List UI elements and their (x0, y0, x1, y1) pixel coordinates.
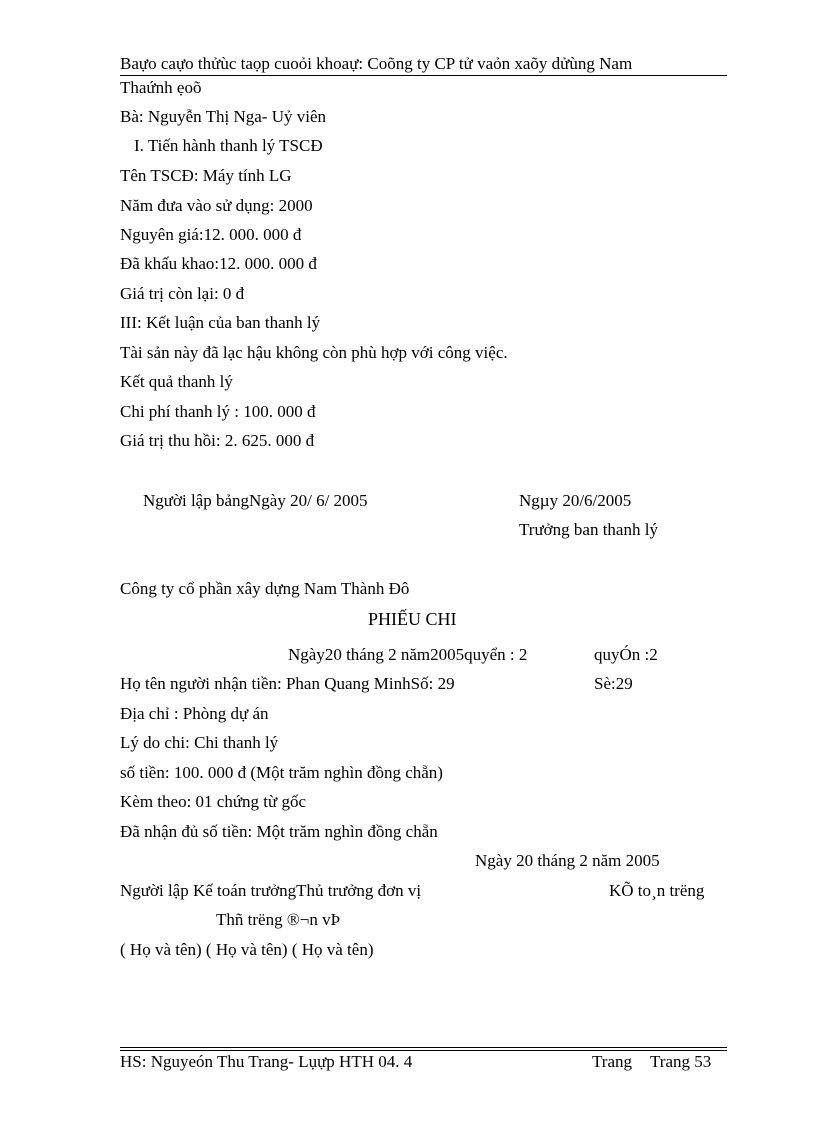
recovery-value: Giá trị thu hồi: 2. 625. 000 đ (120, 431, 315, 450)
attached-line: Kèm theo: 01 chứng từ gốc (120, 792, 307, 811)
section-heading-1: I. Tiến hành thanh lý TSCĐ (134, 136, 323, 155)
signature-role-second: Thñ trëng ®¬n vÞ (216, 910, 341, 929)
voucher-date-line: Ngày20 tháng 2 năm2005quyển : 2 (288, 645, 528, 664)
amount-line: số tiền: 100. 000 đ (Một trăm nghìn đồng chẵn) (120, 763, 443, 782)
member-line: Bà: Nguyễn Thị Nga- Uỷ viên (120, 107, 327, 126)
received-line: Đã nhận đủ số tiền: Một trăm nghìn đồng chẵn (120, 822, 438, 841)
voucher-date-bottom: Ngày 20 tháng 2 năm 2005 (475, 851, 660, 870)
voucher-book-right: quyÓn :2 (594, 645, 658, 664)
reason-line: Lý do chi: Chi thanh lý (120, 733, 279, 752)
header-rule (120, 75, 727, 76)
footer-rule-bottom (120, 1050, 727, 1051)
footer-rule-top (120, 1047, 727, 1048)
signature-roles: Người lập Kế toán trưởngThủ trưởng đơn vị (120, 881, 422, 900)
original-cost: Nguyên giá:12. 000. 000 đ (120, 225, 302, 244)
signature-names: ( Họ và tên) ( Họ và tên) ( Họ và tên) (120, 940, 374, 959)
year-in-use: Năm đưa vào sử dụng: 2000 (120, 196, 313, 215)
liquidation-cost: Chi phí thanh lý : 100. 000 đ (120, 402, 316, 421)
prepared-by-date: Người lập bảngNgày 20/ 6/ 2005 (143, 491, 368, 510)
voucher-number-right: Sè:29 (594, 674, 633, 693)
company-name: Công ty cổ phần xây dựng Nam Thành Đô (120, 579, 410, 598)
depreciated-amount: Đã khấu khao:12. 000. 000 đ (120, 254, 317, 273)
asset-name: Tên TSCĐ: Máy tính LG (120, 166, 292, 185)
footer-student: HS: Nguyeón Thu Trang- Lụựp HTH 04. 4 (120, 1052, 413, 1071)
footer-page-number: Trang 53 (650, 1052, 712, 1071)
header-title: Baựo caựo thửùc taọp cuoỏi khoaự: Coõng ty CP tử vaỏn xaõy dửùng Nam (120, 54, 633, 73)
header-subtitle: Thaứnh ẹoõ (120, 78, 202, 97)
signature-date-right: Ngµy 20/6/2005 (519, 491, 632, 510)
result-heading: Kết quả thanh lý (120, 372, 233, 391)
voucher-title: PHIẾU CHI (368, 609, 457, 629)
receiver-line: Họ tên người nhận tiền: Phan Quang MinhSố: 29 (120, 674, 455, 693)
address-line: Địa chỉ : Phòng dự án (120, 704, 269, 723)
signature-role-right: KÕ to¸n trëng (609, 881, 705, 900)
remaining-value: Giá trị còn lại: 0 đ (120, 284, 245, 303)
section-heading-3: III: Kết luận của ban thanh lý (120, 313, 321, 332)
head-of-board-label: Trưởng ban thanh lý (519, 520, 658, 539)
conclusion-text: Tài sản này đã lạc hậu không còn phù hợp với công việc. (120, 343, 508, 362)
footer-page-label: Trang (592, 1052, 632, 1071)
